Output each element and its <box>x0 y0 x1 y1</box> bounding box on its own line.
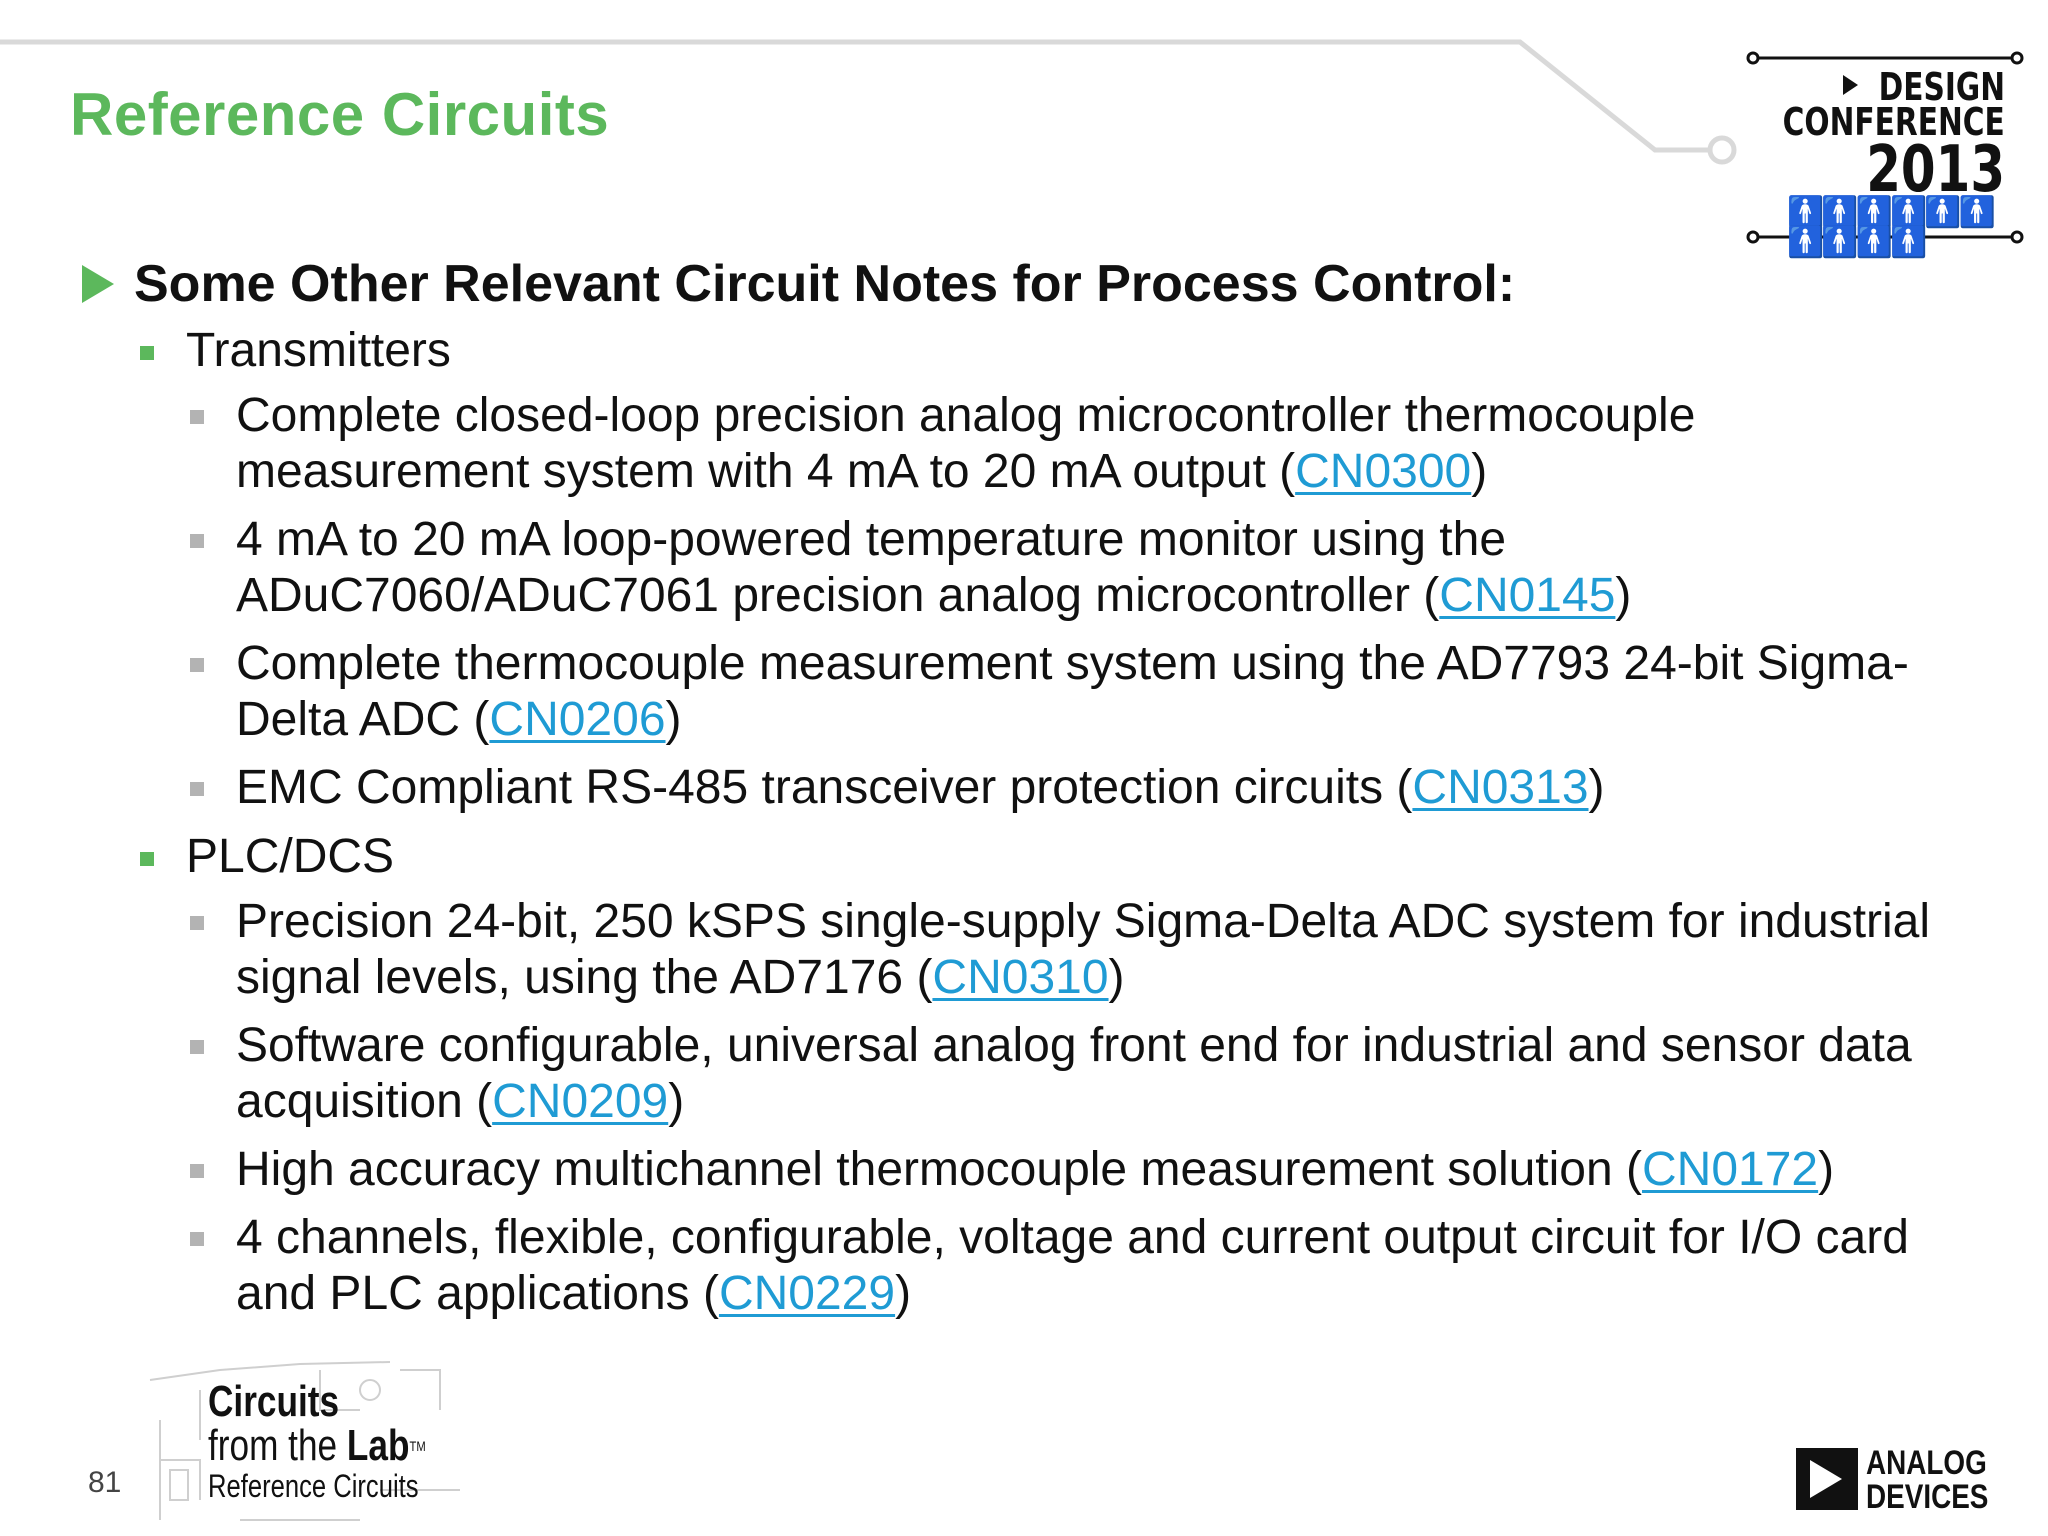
design-conference-logo <box>1745 50 2025 260</box>
square-bullet-icon <box>190 1040 204 1054</box>
square-bullet-icon <box>190 658 204 672</box>
square-bullet-icon <box>140 346 154 360</box>
cn0209-link[interactable]: CN0209 <box>492 1075 669 1128</box>
conference-logo-year: 2013 <box>1866 133 2005 207</box>
list-item <box>80 388 1996 500</box>
analog-devices-mark-icon <box>1796 1448 1858 1510</box>
square-bullet-icon <box>140 852 154 866</box>
arrow-bullet-icon <box>82 265 114 303</box>
cn0206-link[interactable]: CN0206 <box>489 693 666 746</box>
list-item <box>80 760 1996 816</box>
cn0300-link[interactable]: CN0300 <box>1295 445 1472 498</box>
square-bullet-icon <box>190 534 204 548</box>
list-item <box>80 1142 1996 1198</box>
circuits-from-the-lab-logo <box>140 1350 480 1536</box>
cn0229-link[interactable]: CN0229 <box>718 1267 896 1320</box>
cn0172-link[interactable]: CN0172 <box>1642 1143 1819 1196</box>
item-text: Complete closed-loop precision analog microcontroller thermocouple measurement system with 4 mA to 20 mA output ( <box>236 389 1696 498</box>
cftl-line2: from the Lab™ <box>208 1421 426 1470</box>
item-text: 4 mA to 20 mA loop-powered temperature monitor using the ADuC7060/ADuC7061 precision analog microcontroller ( <box>236 513 1507 622</box>
cn0145-link[interactable]: CN0145 <box>1439 569 1616 622</box>
item-tail: ) <box>1615 569 1632 622</box>
item-tail: ) <box>668 1075 685 1128</box>
conference-logo-line1: DESIGN <box>1878 65 2005 109</box>
main-heading <box>80 252 1980 316</box>
item-tail: ) <box>1108 951 1125 1004</box>
group-label: PLC/DCS <box>186 830 395 883</box>
list-item <box>80 1018 1996 1130</box>
item-tail: ) <box>1588 761 1605 814</box>
item-text: High accuracy multichannel thermocouple measurement solution ( <box>236 1143 1643 1196</box>
list-item <box>80 894 1996 1006</box>
page-number: 81 <box>88 1466 122 1499</box>
slide-title: Reference Circuits <box>70 81 610 148</box>
item-tail: ) <box>1818 1143 1835 1196</box>
list-item <box>80 512 1996 624</box>
item-tail: ) <box>1471 445 1488 498</box>
list-item <box>80 636 1996 748</box>
crowd-icon: 🚹🚹🚹🚹🚹🚹🚹🚹🚹🚹 <box>1787 195 1994 260</box>
cn0310-link[interactable]: CN0310 <box>932 951 1109 1004</box>
square-bullet-icon <box>190 782 204 796</box>
item-tail: ) <box>665 693 682 746</box>
square-bullet-icon <box>190 916 204 930</box>
square-bullet-icon <box>190 410 204 424</box>
cn0313-link[interactable]: CN0313 <box>1412 761 1589 814</box>
square-bullet-icon <box>190 1232 204 1246</box>
group-heading-plc-dcs <box>80 828 1980 886</box>
cftl-line1: Circuits <box>208 1377 340 1426</box>
item-text: 4 channels, flexible, configurable, voltage and current output circuit for I/O card and PLC applications ( <box>236 1211 1909 1320</box>
item-text: Complete thermocouple measurement system using the AD7793 24-bit Sigma-Delta ADC ( <box>236 637 1909 746</box>
trademark: TM <box>409 1438 426 1454</box>
slide-content <box>80 252 1980 1334</box>
list-item <box>80 1210 1996 1322</box>
cftl-line3: Reference Circuits <box>208 1468 419 1504</box>
item-tail: ) <box>895 1267 912 1320</box>
item-text: Software configurable, universal analog front end for industrial and sensor data acquisition ( <box>236 1019 1912 1128</box>
analog-devices-logo <box>1796 1446 2016 1516</box>
analog-devices-wordmark: ANALOG DEVICES <box>1866 1444 1989 1516</box>
main-heading-text: Some Other Relevant Circuit Notes for Process Control: <box>134 255 1516 313</box>
group-heading-transmitters <box>80 322 1980 380</box>
item-text: Precision 24-bit, 250 kSPS single-supply Sigma-Delta ADC system for industrial signal levels, using the AD7176 ( <box>236 895 1931 1004</box>
square-bullet-icon <box>190 1164 204 1178</box>
item-text: EMC Compliant RS-485 transceiver protection circuits ( <box>236 761 1413 814</box>
group-label: Transmitters <box>186 324 451 377</box>
conference-logo-line2: CONFERENCE <box>1782 100 2005 144</box>
